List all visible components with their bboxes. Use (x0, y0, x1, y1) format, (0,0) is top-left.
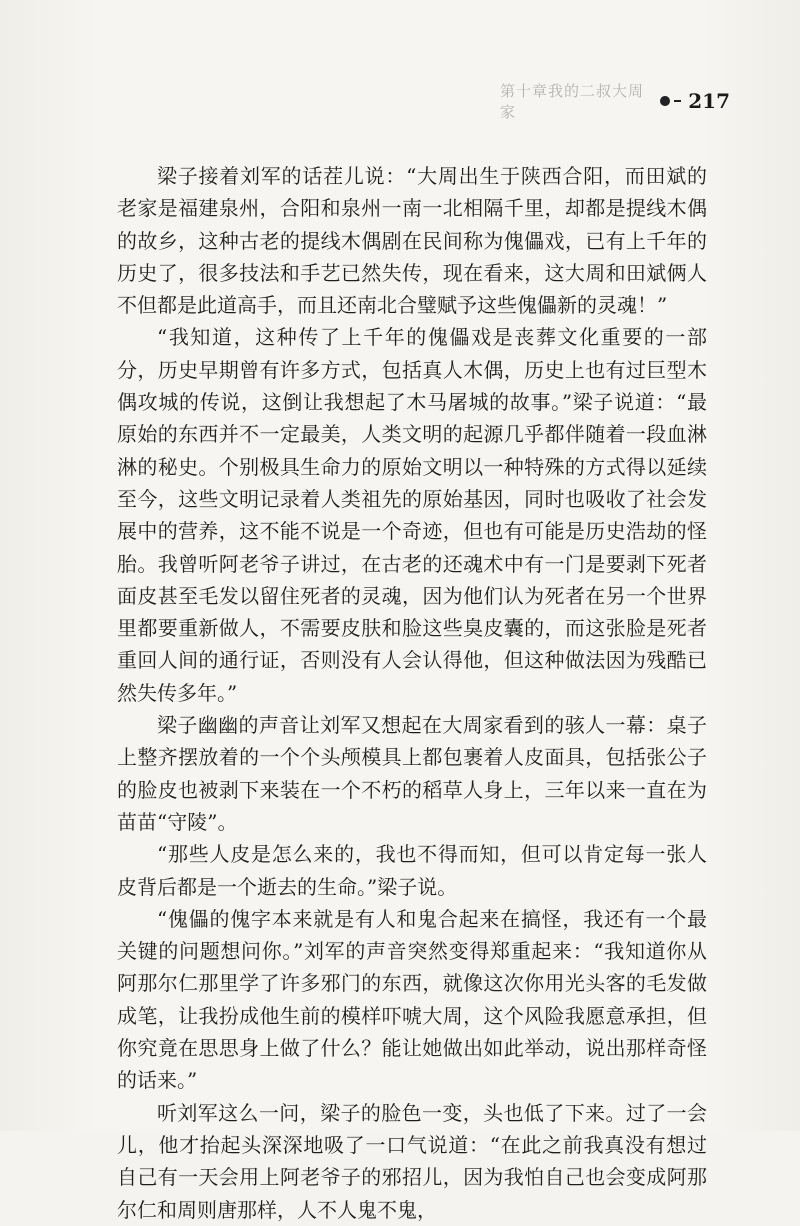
paragraph: 梁子幽幽的声音让刘军又想起在大周家看到的骇人一幕：桌子上整齐摆放着的一个个头颅模具上都包裹着人皮面具，包括张公子的脸皮也被剥下来装在一个不朽的稻草人身上，三年以来一直在为苗苗“守陵”。 (117, 713, 707, 834)
dash-icon (674, 100, 682, 102)
page-number: 217 (688, 89, 730, 113)
paragraph: 梁子接着刘军的话茬儿说：“大周出生于陕西合阳，而田斌的老家是福建泉州，合阳和泉州一南一北相隔千里，却都是提线木偶的故乡，这种古老的提线木偶剧在民间称为傀儡戏，已有上千年的历史了，很多技法和手艺已然失传，现在看来，这大周和田斌俩人不但都是此道高手，而且还南北合璧赋予这些傀儡新的灵魂！” (117, 164, 707, 318)
paragraph: “我知道，这种传了上千年的傀儡戏是丧葬文化重要的一部分，历史早期曾有许多方式，包括真人木偶，历史上也有过巨型木偶攻城的传说，这倒让我想起了木马屠城的故事。”梁子说道：“最原始的东西并不一定最美，人类文明的起源几乎都伴随着一段血淋淋的秘史。个别极具生命力的原始文明以一种特殊的方式得以延续至今，这些文明记录着人类祖先的原始基因，同时也吸收了社会发展中的营养，这不能不说是一个奇迹，但也有可能是历史浩劫的怪胎。我曾听阿老爷子讲过，在古老的还魂术中有一门是要剥下死者面皮甚至毛发以留住死者的灵魂，因为他们认为死者在另一个世界里都要重新做人，不需要皮肤和脸这些臭皮囊的，而这张脸是死者重回人间的通行证，否则没有人会认得他，但这种做法因为残酷已然失传多年。” (117, 325, 707, 705)
body-text (117, 160, 707, 1226)
running-header (500, 82, 730, 121)
paragraph: “傀儡的傀字本来就是有人和鬼合起来在搞怪，我还有一个最关键的问题想问你。”刘军的声音突然变得郑重起来：“我知道你从阿那尔仁那里学了许多邪门的东西，就像这次你用光头客的毛发做成笔，让我扮成他生前的模样吓唬大周，这个风险我愿意承担，但你究竟在思思身上做了什么？能让她做出如此举动，说出那样奇怪的话来。” (117, 906, 707, 1093)
bullet-icon (660, 96, 669, 106)
running-title: 第十章我的二叔大周家 (500, 82, 645, 121)
paragraph: 听刘军这么一问，梁子的脸色一变，头也低了下来。过了一会儿，他才抬起头深深地吸了一口气说道：“在此之前我真没有想过自己有一天会用上阿老爷子的邪招儿，因为我怕自己也会变成阿那尔仁和周则唐那样，人不人鬼不鬼， (117, 1100, 707, 1222)
paragraph: “那些人皮是怎么来的，我也不得而知，但可以肯定每一张人皮背后都是一个逝去的生命。”梁子说。 (117, 842, 707, 899)
